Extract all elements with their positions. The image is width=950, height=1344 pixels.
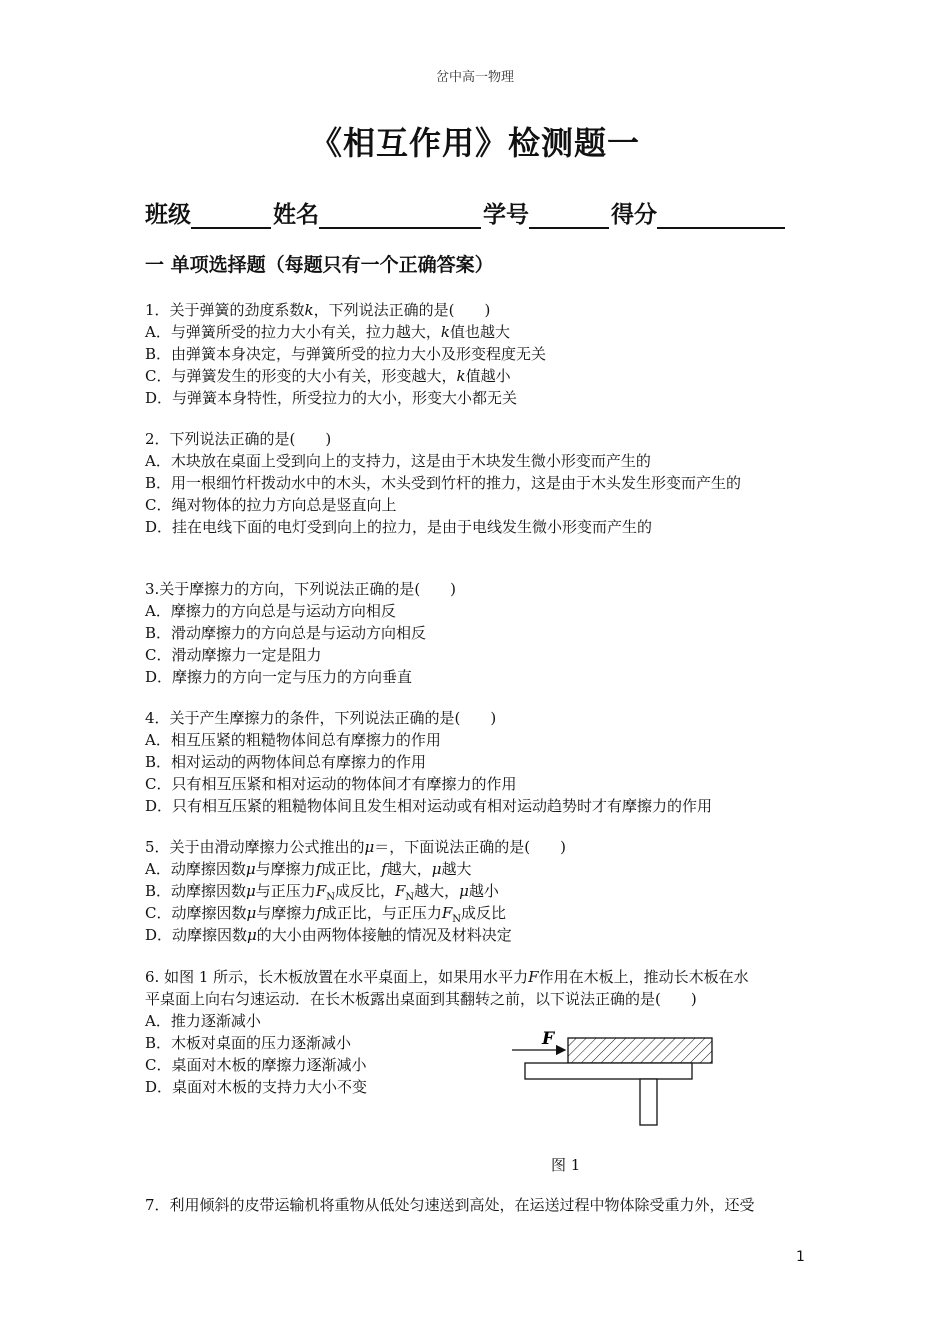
- class-blank[interactable]: [191, 203, 271, 229]
- q4-option-a: A．相互压紧的粗糙物体间总有摩擦力的作用: [145, 731, 441, 749]
- id-blank[interactable]: [529, 203, 609, 229]
- q2-stem: 2．下列说法正确的是( ): [145, 430, 332, 448]
- score-blank[interactable]: [657, 203, 785, 229]
- q4-option-b: B．相对运动的两物体间总有摩擦力的作用: [145, 753, 427, 771]
- table-top: [525, 1063, 692, 1079]
- name-blank[interactable]: [319, 203, 481, 229]
- class-label: 班级: [145, 202, 191, 228]
- score-label: 得分: [611, 202, 657, 228]
- q6-stem-line2: 平桌面上向右匀速运动．在长木板露出桌面到其翻转之前，以下说法正确的是( ): [145, 990, 697, 1008]
- q1-option-a: A．与弹簧所受的拉力大小有关，拉力越大，k值也越大: [145, 323, 510, 341]
- q6-option-a: A．推力逐渐减小: [145, 1012, 261, 1030]
- q6-option-c: C．桌面对木板的摩擦力逐渐减小: [145, 1056, 367, 1074]
- section-title: 一 单项选择题（每题只有一个正确答案）: [145, 254, 494, 276]
- id-label: 学号: [483, 202, 529, 228]
- q5-option-a: A．动摩擦因数μ与摩擦力f成正比，f越大，μ越大: [145, 860, 472, 878]
- q3-option-a: A．摩擦力的方向总是与运动方向相反: [145, 602, 396, 620]
- long-board: [568, 1038, 712, 1063]
- q4-option-c: C．只有相互压紧和相对运动的物体间才有摩擦力的作用: [145, 775, 517, 793]
- table-leg: [640, 1079, 657, 1125]
- q3-option-d: D．摩擦力的方向一定与压力的方向垂直: [145, 668, 413, 686]
- q1-option-b: B．由弹簧本身决定，与弹簧所受的拉力大小及形变程度无关: [145, 345, 547, 363]
- q3-option-b: B．滑动摩擦力的方向总是与运动方向相反: [145, 624, 427, 642]
- q2-option-c: C．绳对物体的拉力方向总是竖直向上: [145, 496, 397, 514]
- q1-option-d: D．与弹簧本身特性，所受拉力的大小，形变大小都无关: [145, 389, 518, 407]
- figure-caption: 图 1: [551, 1156, 581, 1174]
- q6-option-b: B．木板对桌面的压力逐渐减小: [145, 1034, 352, 1052]
- q3-option-c: C．滑动摩擦力一定是阻力: [145, 646, 322, 664]
- q5-stem: 5．关于由滑动摩擦力公式推出的μ＝，下面说法正确的是( ): [145, 838, 567, 856]
- name-label: 姓名: [273, 202, 319, 228]
- q4-stem: 4．关于产生摩擦力的条件，下列说法正确的是( ): [145, 709, 497, 727]
- q5-option-c: C．动摩擦因数μ与摩擦力f成正比，与正压力$F_N$成反比: [145, 904, 507, 925]
- q2-option-a: A．木块放在桌面上受到向上的支持力，这是由于木块发生微小形变而产生的: [145, 452, 651, 470]
- q1-stem: 1．关于弹簧的劲度系数k，下列说法正确的是( ): [145, 301, 491, 319]
- header-school: 岔中高一物理: [435, 70, 514, 85]
- q6-stem-line1: 6. 如图 1 所示，长木板放置在水平桌面上，如果用水平力F作用在木板上，推动长木板在水: [145, 968, 749, 986]
- q7-stem-line1: 7．利用倾斜的皮带运输机将重物从低处匀速送到高处，在运送过程中物体除受重力外，还受: [145, 1196, 755, 1214]
- student-info-row: [145, 196, 787, 229]
- q5-option-b: B．动摩擦因数μ与正压力$F_N$成反比，$F_N$越大，μ越小: [145, 882, 499, 903]
- q3-stem: 3.关于摩擦力的方向，下列说法正确的是( ): [145, 580, 457, 598]
- force-label: F: [542, 1029, 555, 1049]
- q4-option-d: D．只有相互压紧的粗糙物体间且发生相对运动或有相对运动趋势时才有摩擦力的作用: [145, 797, 713, 815]
- page-title: 《相互作用》检测题一: [309, 124, 640, 162]
- page-number: 1: [796, 1249, 805, 1265]
- q5-option-d: D．动摩擦因数μ的大小由两物体接触的情况及材料决定: [145, 926, 512, 944]
- q2-option-b: B．用一根细竹杆拨动水中的木头，木头受到竹杆的推力，这是由于木头发生形变而产生的: [145, 474, 742, 492]
- q2-option-d: D．挂在电线下面的电灯受到向上的拉力，是由于电线发生微小形变而产生的: [145, 518, 653, 536]
- figure-1-board-on-table: [505, 1020, 720, 1132]
- q6-option-d: D．桌面对木板的支持力大小不变: [145, 1078, 368, 1096]
- q1-option-c: C．与弹簧发生的形变的大小有关，形变越大，k值越小: [145, 367, 511, 385]
